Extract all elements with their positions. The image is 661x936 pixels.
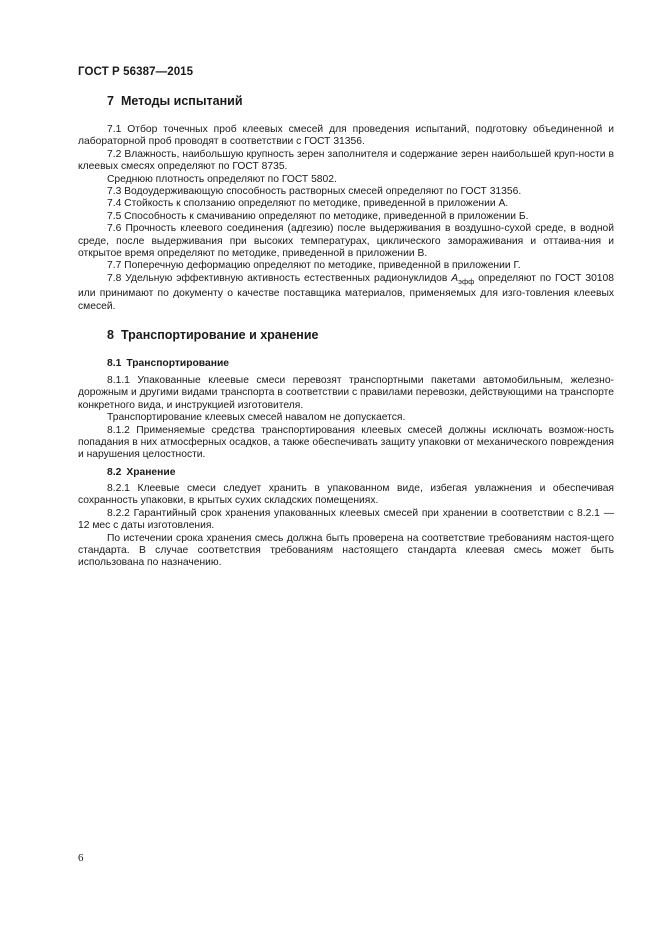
paragraph-8-2-2-expiry: По истечении срока хранения смесь должна быть проверена на соответствие требованиям настоя-щего стандарта. В случае соответствия требованиям настоящего стандарта клеевая смесь может быть использована по назначению. (78, 532, 614, 569)
paragraph-7-2: 7.2 Влажность, наибольшую крупность зерен заполнителя и содержание зерен наибольшей круп-ности в клеевых смесях определяют по ГОСТ 8735. (78, 148, 614, 173)
section-7-title: Методы испытаний (120, 94, 243, 108)
subsection-8-1-title: Транспортирование (126, 358, 230, 369)
section-8-title: Транспортирование и хранение (120, 328, 319, 342)
activity-symbol: A (451, 272, 459, 284)
paragraph-7-5: 7.5 Способность к смачиванию определяют по методике, приведенной в приложении Б. (107, 210, 529, 222)
section-8-heading (107, 328, 318, 342)
paragraph-7-8-text-end: определяют по ГОСТ 30108 или принимают по документу о качестве поставщика материалов, применяемых для изго-товления клеевых смесей. (78, 272, 614, 312)
paragraph-7-2-density: Среднюю плотность определяют по ГОСТ 5802. (107, 173, 337, 185)
paragraph-7-4: 7.4 Стойкость к сползанию определяют по методике, приведенной в приложении А. (107, 198, 509, 210)
subsection-8-1-body (78, 375, 614, 462)
section-8-number: 8 (107, 328, 114, 342)
paragraph-7-6: 7.6 Прочность клеевого соединения (адгезию) после выдерживания в воздушно-сухой среде, в водной среде, после выдерживания при высоких температурах, циклического замораживания и оттаива-ния и открытое время определяют по методике, приведенной в приложении В. (78, 223, 614, 260)
section-7-heading (107, 94, 243, 108)
paragraph-8-1-2: 8.1.2 Применяемые средства транспортирования клеевых смесей должны исключать возмож-ность попадания в них атмосферных осадков, а также обеспечивать защиту упаковки от механического повреждения и нарушения целостности. (78, 424, 614, 461)
paragraph-8-1-1-bulk: Транспортирование клеевых смесей навалом не допускается. (107, 412, 406, 424)
subsection-8-1-heading (107, 358, 229, 369)
paragraph-8-2-1: 8.2.1 Клеевые смеси следует хранить в упакованном виде, избегая увлажнения и обеспечивая сохранность упаковки, в крытых сухих складских помещениях. (78, 483, 614, 507)
subsection-8-1-number: 8.1 (107, 358, 122, 369)
document-header: ГОСТ Р 56387—2015 (78, 66, 194, 78)
activity-subscript: эфф (458, 276, 475, 286)
paragraph-7-7: 7.7 Поперечную деформацию определяют по методике, приведенной в приложении Г. (107, 260, 521, 272)
subsection-8-2-body (78, 483, 614, 570)
subsection-8-2-title: Хранение (126, 467, 176, 478)
paragraph-8-2-2: 8.2.2 Гарантийный срок хранения упакованных клеевых смесей при хранении в соответствии с 8.2.1 — 12 мес с даты изготовления. (78, 507, 614, 532)
subsection-8-2-number: 8.2 (107, 467, 122, 478)
section-7-body (78, 124, 614, 313)
section-7-number: 7 (107, 94, 114, 108)
paragraph-8-1-1: 8.1.1 Упакованные клеевые смеси перевозят транспортными пакетами автомобильным, железно-дорожным и другими видами транспорта в соответствии с правилами перевозки, действующими на транспорте конкретного вида, и инструкцией изготовителя. (78, 375, 614, 411)
subsection-8-2-heading (107, 467, 175, 478)
paragraph-7-8-text-start: 7.8 Удельную эффективную активность естественных радионуклидов (107, 272, 452, 284)
paragraph-7-1: 7.1 Отбор точечных проб клеевых смесей для проведения испытаний, подготовку объединенной и лабораторной проб проводят в соответствии с ГОСТ 31356. (78, 124, 614, 148)
paragraph-7-3: 7.3 Водоудерживающую способность растворных смесей определяют по ГОСТ 31356. (107, 186, 522, 198)
paragraph-7-8 (78, 273, 614, 313)
page-number: 6 (78, 852, 84, 864)
